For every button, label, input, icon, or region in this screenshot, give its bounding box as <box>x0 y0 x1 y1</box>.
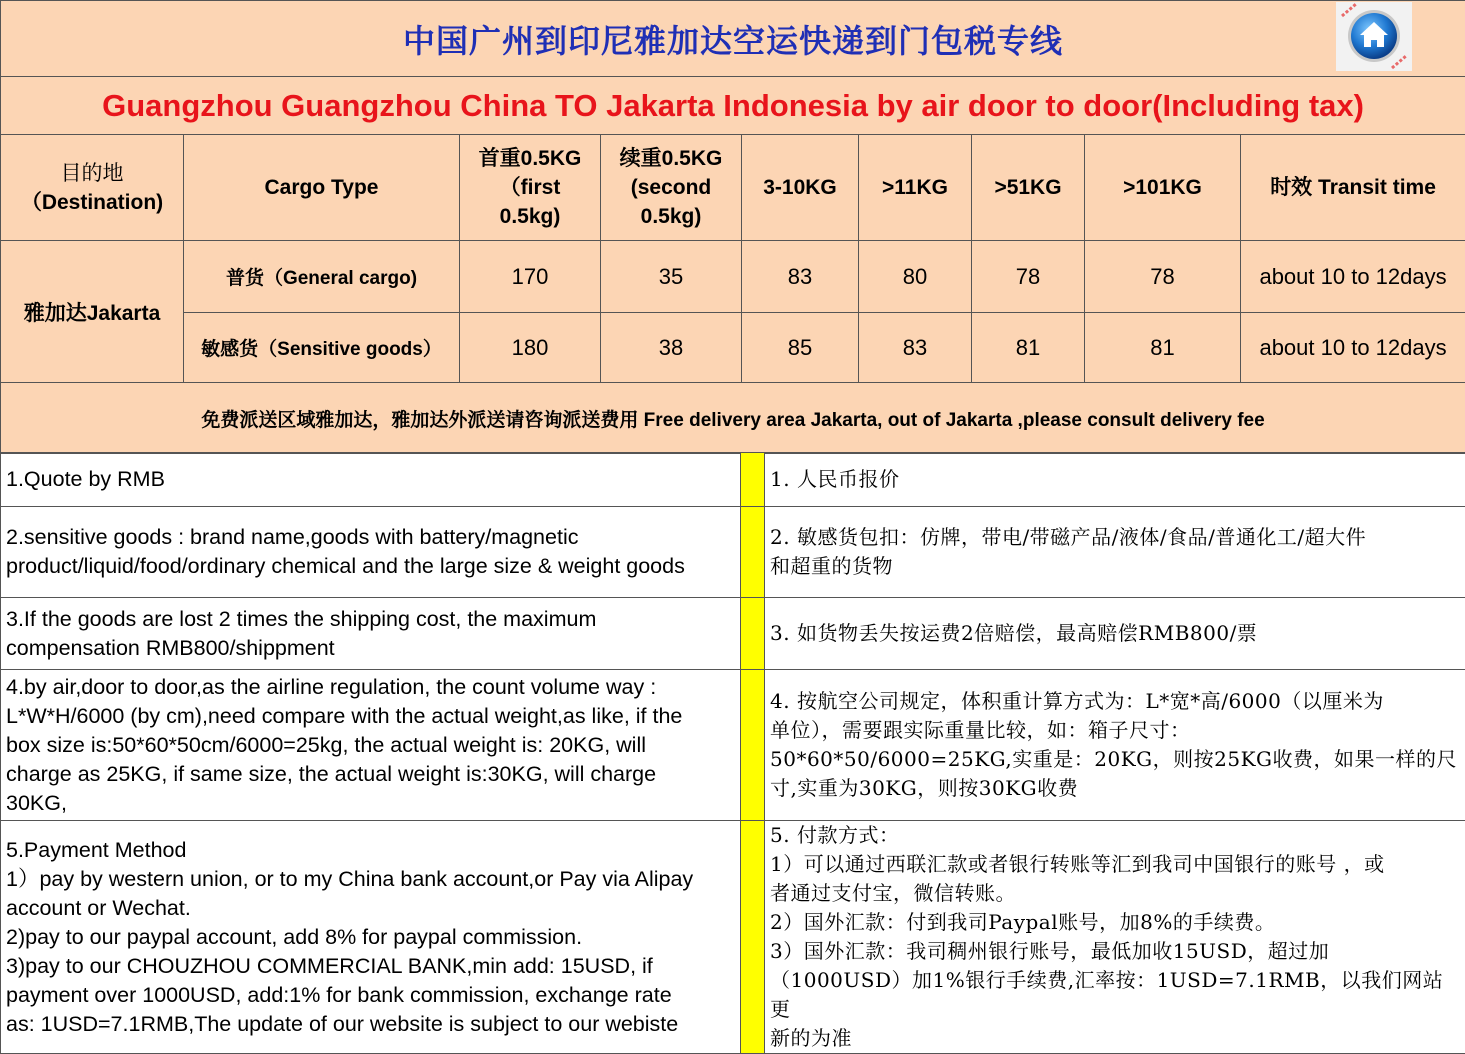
notes-table <box>0 452 1465 1054</box>
note-en-3-line1: 3.If the goods are lost 2 times the shipping cost, the maximum <box>6 605 736 634</box>
note-en-2-line2: product/liquid/food/ordinary chemical and the large size & weight goods <box>6 552 736 581</box>
header-destination <box>1 135 184 241</box>
price-second: 38 <box>601 313 742 383</box>
note-cn-5-line5: 3）国外汇款：我司稠州银行账号，最低加收15USD，超过加 <box>770 937 1461 966</box>
note-cn-1-line1: 1. 人民币报价 <box>770 465 1461 494</box>
header-first-weight <box>460 135 601 241</box>
note-en-4-line5: 30KG, <box>6 789 736 818</box>
subtitle-cell <box>1 77 1465 135</box>
header-destination-cn: 目的地 <box>1 159 183 188</box>
note-en-5-line6: payment over 1000USD, add:1% for bank commission, exchange rate <box>6 981 736 1010</box>
table-row <box>1 313 1465 383</box>
transit-time: about 10 to 12days <box>1241 313 1465 383</box>
note-row <box>1 821 1465 1054</box>
header-first-weight-line1: 首重0.5KG <box>460 144 600 173</box>
divider-cell <box>741 598 765 670</box>
note-en-2 <box>1 507 741 598</box>
home-icon <box>1336 2 1412 71</box>
divider-cell <box>741 821 765 1054</box>
note-en-3-line2: compensation RMB800/shippment <box>6 634 736 663</box>
note-cn-5-line7: 新的为准 <box>770 1024 1461 1053</box>
price-101kg: 78 <box>1085 241 1241 313</box>
header-cargo-type: Cargo Type <box>184 135 460 241</box>
header-11kg: >11KG <box>859 135 972 241</box>
note-en-4-line3: box size is:50*60*50cm/6000=25kg, the actual weight is: 20KG, will <box>6 731 736 760</box>
divider-cell <box>741 670 765 821</box>
transit-time: about 10 to 12days <box>1241 241 1465 313</box>
note-cn-1 <box>765 453 1465 507</box>
note-en-3 <box>1 598 741 670</box>
note-en-5-line5: 3)pay to our CHOUZHOU COMMERCIAL BANK,min add: 15USD, if <box>6 952 736 981</box>
price-51kg: 78 <box>972 241 1085 313</box>
note-en-1 <box>1 453 741 507</box>
price-11kg: 83 <box>859 313 972 383</box>
price-11kg: 80 <box>859 241 972 313</box>
note-cn-4-line1: 4. 按航空公司规定，体积重计算方式为：L*宽*高/6000（以厘米为 <box>770 687 1461 716</box>
header-second-weight-line2: (second <box>601 173 741 202</box>
header-second-weight-line1: 续重0.5KG <box>601 144 741 173</box>
header-first-weight-line2: （first <box>460 173 600 202</box>
note-cn-3 <box>765 598 1465 670</box>
title-cell <box>1 1 1465 77</box>
note-cn-5 <box>765 821 1465 1054</box>
note-cn-2-line1: 2. 敏感货包扣：仿牌，带电/带磁产品/液体/食品/普通化工/超大件 <box>770 523 1461 552</box>
note-en-4-line2: L*W*H/6000 (by cm),need compare with the actual weight,as like, if the <box>6 702 736 731</box>
destination-cell: 雅加达Jakarta <box>1 241 184 383</box>
note-en-5-line1: 5.Payment Method <box>6 836 736 865</box>
price-3-10kg: 85 <box>742 313 859 383</box>
note-en-4-line1: 4.by air,door to door,as the airline regulation, the count volume way : <box>6 673 736 702</box>
free-delivery-note <box>1 383 1465 454</box>
note-en-5-line7: as: 1USD=7.1RMB,The update of our website is subject to our webiste <box>6 1010 736 1039</box>
title-en: Guangzhou Guangzhou China TO Jakarta Indonesia by air door to door(Including tax) <box>102 88 1364 123</box>
note-cn-5-line1: 5. 付款方式： <box>770 821 1461 850</box>
header-first-weight-line3: 0.5kg) <box>460 202 600 231</box>
header-second-weight <box>601 135 742 241</box>
note-cn-5-line3: 者通过支付宝，微信转账。 <box>770 879 1461 908</box>
header-transit-time: 时效 Transit time <box>1241 135 1465 241</box>
title-cn: 中国广州到印尼雅加达空运快递到门包税专线 <box>403 23 1063 59</box>
divider-cell <box>741 507 765 598</box>
note-cn-4 <box>765 670 1465 821</box>
note-cn-4-line3: 50*60*50/6000=25KG,实重是：20KG，则按25KG收费，如果一样的尺 <box>770 745 1461 774</box>
note-en-2-line1: 2.sensitive goods : brand name,goods with battery/magnetic <box>6 523 736 552</box>
free-delivery-text: 免费派送区域雅加达，雅加达外派送请咨询派送费用 Free delivery area Jakarta, out of Jakarta ,please consult delivery fee <box>201 410 1264 431</box>
note-en-5-line4: 2)pay to our paypal account, add 8% for paypal commission. <box>6 923 736 952</box>
header-destination-en: （Destination) <box>1 188 183 217</box>
note-cn-2-line2: 和超重的货物 <box>770 552 1461 581</box>
table-row <box>1 241 1465 313</box>
cargo-type-cell: 敏感货（Sensitive goods） <box>184 313 460 383</box>
header-3-10kg: 3-10KG <box>742 135 859 241</box>
note-cn-5-line6: （1000USD）加1%银行手续费,汇率按：1USD=7.1RMB，以我们网站更 <box>770 966 1461 1024</box>
price-3-10kg: 83 <box>742 241 859 313</box>
note-en-4-line4: charge as 25KG, if same size, the actual weight is:30KG, will charge <box>6 760 736 789</box>
header-51kg: >51KG <box>972 135 1085 241</box>
note-en-5 <box>1 821 741 1054</box>
note-row <box>1 453 1465 507</box>
note-row <box>1 507 1465 598</box>
note-cn-5-line4: 2）国外汇款：付到我司Paypal账号，加8%的手续费。 <box>770 908 1461 937</box>
note-cn-5-line2: 1）可以通过西联汇款或者银行转账等汇到我司中国银行的账号 ，或 <box>770 850 1461 879</box>
rate-table <box>0 0 1465 454</box>
price-first: 180 <box>460 313 601 383</box>
note-cn-3-line1: 3. 如货物丢失按运费2倍赔偿，最高赔偿RMB800/票 <box>770 619 1461 648</box>
note-en-5-line3: account or Wechat. <box>6 894 736 923</box>
price-first: 170 <box>460 241 601 313</box>
price-101kg: 81 <box>1085 313 1241 383</box>
note-en-1-line1: 1.Quote by RMB <box>6 465 736 494</box>
price-second: 35 <box>601 241 742 313</box>
header-second-weight-line3: 0.5kg) <box>601 202 741 231</box>
note-en-5-line2: 1）pay by western union, or to my China bank account,or Pay via Alipay <box>6 865 736 894</box>
note-cn-2 <box>765 507 1465 598</box>
price-51kg: 81 <box>972 313 1085 383</box>
header-101kg: >101KG <box>1085 135 1241 241</box>
note-row <box>1 598 1465 670</box>
note-row <box>1 670 1465 821</box>
divider-cell <box>741 453 765 507</box>
note-cn-4-line4: 寸,实重为30KG，则按30KG收费 <box>770 774 1461 803</box>
home-button[interactable] <box>1336 2 1412 71</box>
note-cn-4-line2: 单位），需要跟实际重量比较，如：箱子尺寸： <box>770 716 1461 745</box>
cargo-type-cell: 普货（General cargo) <box>184 241 460 313</box>
note-en-4 <box>1 670 741 821</box>
